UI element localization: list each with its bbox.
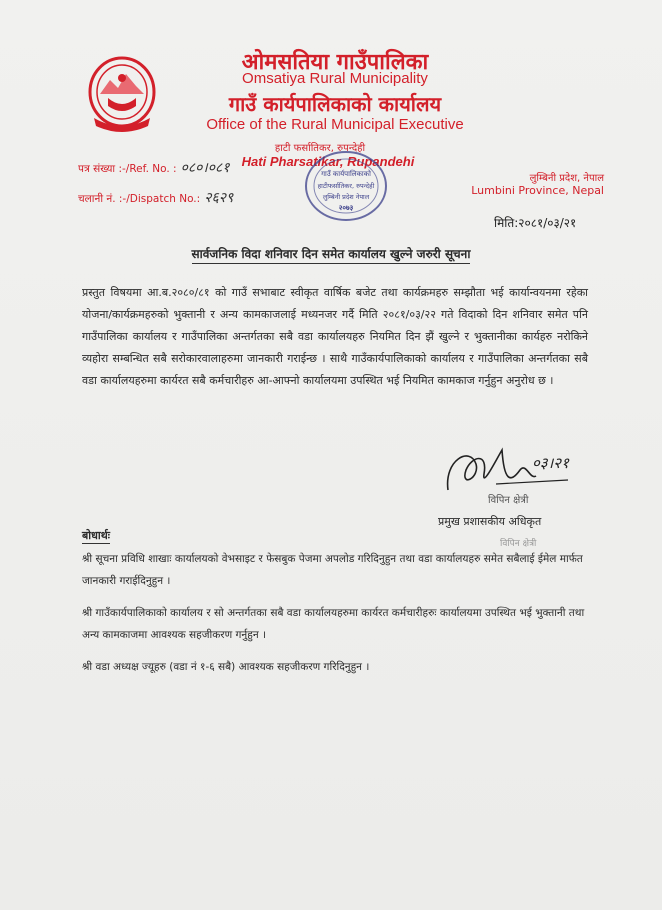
address-np: हाटी फर्सातिकर, रुपन्देही [274, 143, 366, 154]
dispatch-label: चलानी नं. :-/Dispatch No.: [78, 193, 201, 205]
municipality-name-en: Omsatiya Rural Municipality [242, 70, 428, 87]
municipality-name-np: ओमसतिया गाउँपालिका [241, 50, 429, 75]
cc-item: श्री सूचना प्रविधि शाखाः कार्यालयको वेभसाइट र फेसबुक पेजमा अपलोड गरिदिनुहुन तथा वडा कार्यालयहरु समेत सबैलाई ईमेल मार्फत जानकारी गराईदिनुहुन । [82, 553, 583, 587]
signature-date-handwriting: ०३।२१ [532, 454, 569, 472]
office-name-np: गाउँ कार्यपालिकाको कार्यालय [228, 92, 442, 116]
letter-subject [0, 245, 662, 262]
nepal-emblem-icon [86, 54, 158, 134]
stamp-line2: हाटीफर्सातिकर, रुपन्देही [317, 182, 375, 190]
cc-item: श्री वडा अध्यक्ष ज्यूहरु (वडा नं १-६ सबै) आवश्यक सहजीकरण गरिदिनुहुन । [82, 661, 370, 673]
signatory-title: प्रमुख प्रशासकीय अधिकृत [438, 515, 542, 528]
ref-value: ०८०।०८१ [180, 161, 230, 176]
office-stamp [300, 148, 392, 230]
signatory-name-print: विपिन क्षेत्री [500, 539, 537, 549]
province-np: लुम्बिनी प्रदेश, नेपाल [529, 173, 604, 184]
stamp-line1: गाउँ कार्यपालिकाको [321, 170, 371, 178]
dispatch-number [78, 188, 233, 207]
office-name-en: Office of the Rural Municipal Executive [206, 116, 464, 133]
stamp-year: २०७३ [338, 204, 354, 212]
letter-body: प्रस्तुत विषयमा आ.ब.२०८०/८१ को गाउँ सभाबाट स्वीकृत वार्षिक बजेट तथा कार्यक्रमहरु सम्झौता भई कार्यान्वयनमा रहेका योजना/कार्यक्रमहरुको भुक्तानी र अन्य कामकाजलाई मध्यनजर गर्दै मिति २०८१/०३/२२ गते विदाको दिन शनिवार समेत पनि गाउँपालिका कार्यालय र गाउँपालिका अन्तर्गतका सबै वडा कार्यालयहरु नियमित दिन झैं खुल्ने र भुक्तानीका कार्यहरु नरोकिने व्यहोरा सम्बन्धित सबै सरोकारवालाहरुमा जानकारी गराईन्छ । साथै गाउँकार्यपालिकाको कार्यालय र गाउँपालिका अन्तर्गतका सबै वडा कार्यालयहरुमा कार्यरत सबै कर्मचारीहरु आ-आफ्नो कार्यालयमा उपस्थित भई नियमित कामकाज गर्नुहुन अनुरोध छ । [82, 286, 588, 387]
subject-text: सार्वजनिक विदा शनिवार दिन समेत कार्यालय खुल्ने जरुरी सूचना [192, 247, 471, 264]
signatory-name: विपिन क्षेत्री [488, 495, 529, 506]
address-en: Hati Pharsatikar, Rupandehi [241, 154, 415, 169]
cc-heading: बोधार्थः [82, 529, 110, 542]
cc-item: श्री गाउँकार्यपालिकाको कार्यालय र सो अन्तर्गतका सबै वडा कार्यालयहरुमा कार्यरत कर्मचारीहरुः कार्यालयमा उपस्थित भई भुक्तानी तथा अन्य कामकाजमा आवश्यक सहजीकरण गर्नुहुन । [82, 607, 585, 641]
ref-number [78, 158, 230, 177]
province-en: Lumbini Province, Nepal [471, 184, 604, 197]
ref-label: पत्र संख्या :-/Ref. No. : [78, 163, 177, 175]
dispatch-value: २६२९ [204, 191, 234, 206]
letter-date: मिति:२०८१/०३/२१ [494, 216, 577, 230]
stamp-line3: लुम्बिनी प्रदेश नेपाल [322, 193, 370, 201]
